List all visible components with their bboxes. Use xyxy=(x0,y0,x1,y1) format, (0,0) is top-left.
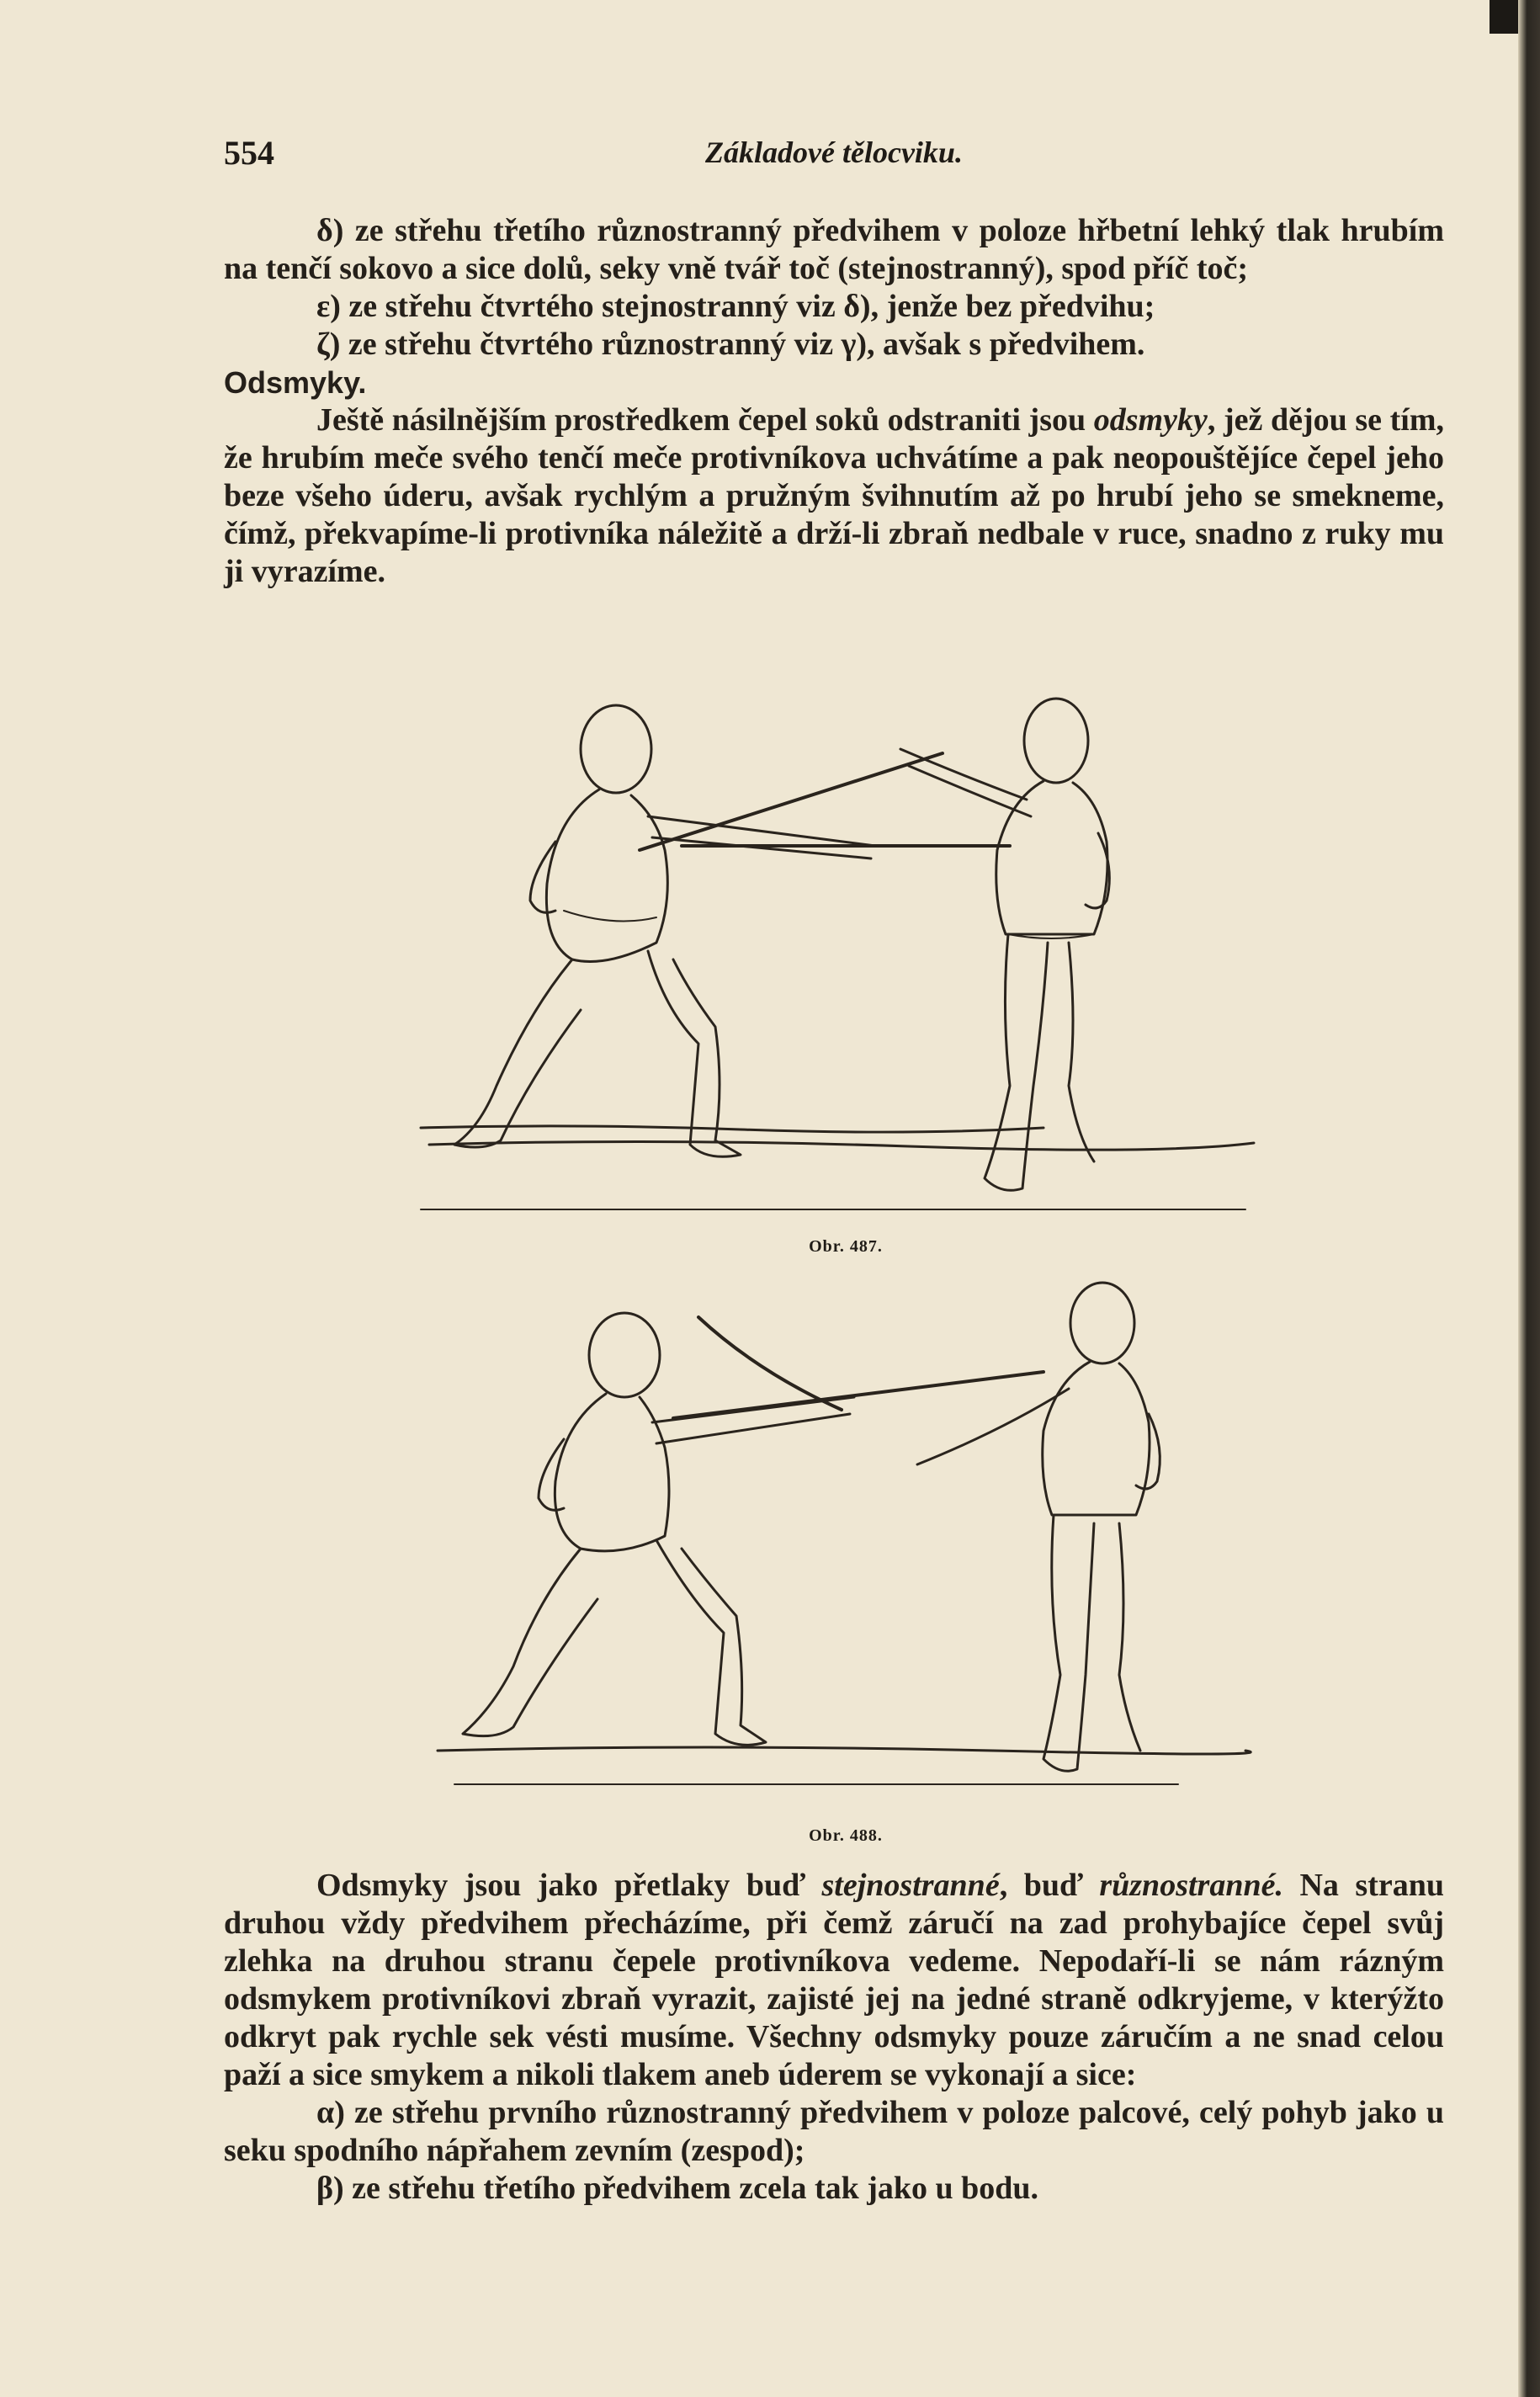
ground-line xyxy=(421,1126,1043,1132)
page-number: 554 xyxy=(224,134,274,172)
item-zeta: ζ) ze střehu čtvrtého různostranný viz γ), avšak s předvihem. xyxy=(316,327,1145,362)
fencing-illustration-488 xyxy=(404,1279,1288,1818)
book-spine-edge xyxy=(1518,0,1540,2397)
fencing-illustration-487 xyxy=(404,690,1288,1229)
paragraph-text: Ještě násilnějším prostředkem čepel soků odstraniti jsou xyxy=(316,402,1094,438)
term-ruznostranne: různostranné. xyxy=(1099,1868,1283,1903)
paragraph-text: , buď xyxy=(999,1868,1100,1903)
left-fencer xyxy=(454,705,875,1156)
figure-caption: Obr. 488. xyxy=(809,1826,883,1845)
item-alpha: α) ze střehu prvního různostranný předvihem v poloze palcové, celý pohyb jako u seku spodního nápřahem zevním (zespod); xyxy=(224,2095,1444,2168)
paragraph-text: Odsmyky jsou jako přetlaky buď xyxy=(316,1868,822,1903)
top-text-block xyxy=(224,212,1444,591)
item-delta: δ) ze střehu třetího různostranný předvihem v poloze hřbetní lehký tlak hrubím na tenčí sokovo a sice dolů, seky vně tvář toč (stejnostranný), spod příč toč; xyxy=(224,213,1444,286)
odsmyky-paragraph xyxy=(224,401,1444,591)
right-fencer xyxy=(900,699,1109,1190)
running-title: Základové tělocviku. xyxy=(705,136,963,169)
ground-line xyxy=(429,1141,1254,1150)
figure-caption: Obr. 487. xyxy=(809,1237,883,1256)
left-fencer xyxy=(463,1313,854,1745)
item-beta: β) ze střehu třetího předvihem zcela tak jako u bodu. xyxy=(316,2171,1039,2206)
figure-488 xyxy=(404,1279,1288,1845)
right-sword xyxy=(673,1372,1043,1418)
right-fencer xyxy=(917,1283,1160,1771)
left-sword xyxy=(698,1317,842,1410)
bottom-text-block xyxy=(224,1867,1444,2208)
item-epsilon: ε) ze střehu čtvrtého stejnostranný viz δ), jenže bez předvihu; xyxy=(316,289,1155,324)
term-stejnostranne: stejnostranné xyxy=(821,1868,1000,1903)
paragraph-text: , jež dějou se tím, že hrubím meče svého tenčí meče protivníkova uchvátíme a pak neopouštějíce čepel jeho beze všeho úderu, avšak rychlým a pružným švihnutím až po hrubí jeho se smekneme, čímž, překvapíme-li protivníka náležitě a drží-li zbraň nedbale v ruce, snadno z ruky mu ji vyrazíme. xyxy=(224,402,1444,589)
running-head xyxy=(224,133,1444,175)
odsmyky-types-paragraph xyxy=(224,1867,1444,2094)
term-odsmyky: odsmyky xyxy=(1093,402,1208,438)
section-heading: Odsmyky. xyxy=(224,365,367,400)
ground-line xyxy=(438,1747,1251,1754)
figure-487 xyxy=(404,690,1288,1256)
paragraph-text: Na stranu druhou vždy předvihem přecházíme, při čemž záručí na zad prohybajíce čepel svůj zlehka na druhou stranu čepele protivníkova vedeme. Nepodaří-li se nám rázným odsmykem protivníkovi zbraň vyrazit, zajisté jej na jedné straně odkryjeme, v kterýžto odkryt pak rychle sek vésti musíme. Všechny odsmyky pouze záručím a ne snad celou paží a sice smykem a nikoli tlakem aneb úderem se vykonají a sice: xyxy=(224,1868,1444,2092)
